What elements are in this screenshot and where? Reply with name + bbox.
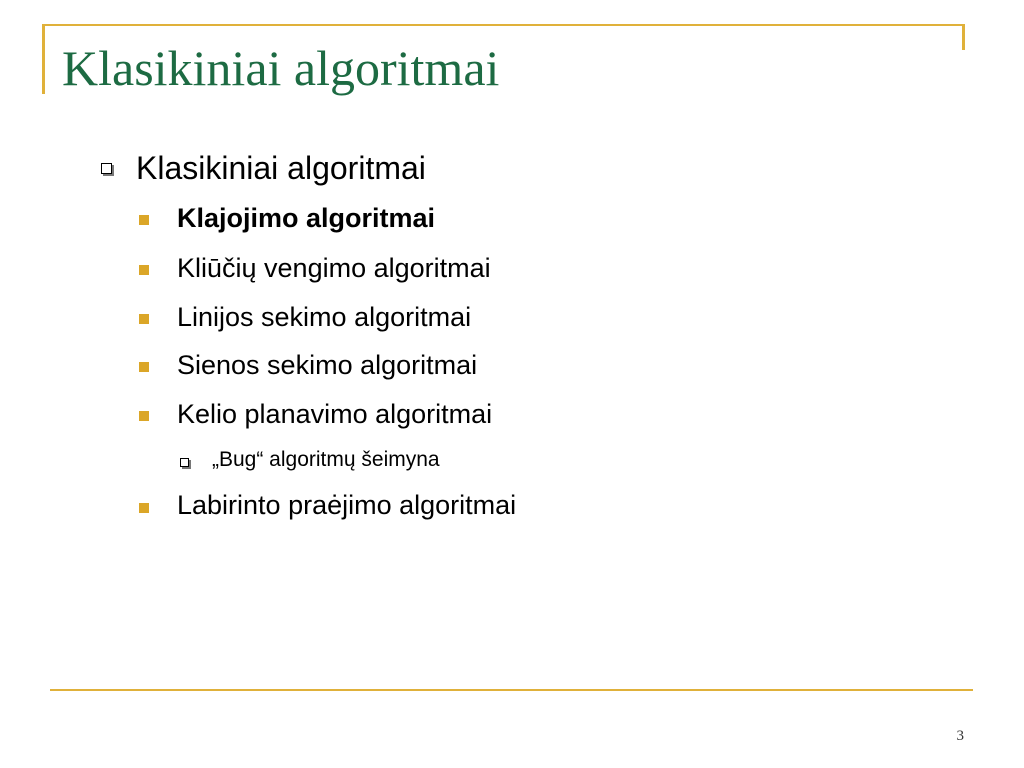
list-item: Sienos sekimo algoritmai [177,350,478,380]
filled-square-bullet-icon [139,265,149,275]
list-item: Klajojimo algoritmai [177,203,436,233]
list-subitem: „Bug“ algoritmų šeimyna [212,448,440,471]
page-number: 3 [956,728,964,744]
hollow-square-bullet-icon [180,458,189,467]
list-item: Labirinto praėjimo algoritmai [177,490,517,520]
list-item: Kelio planavimo algoritmai [177,399,493,429]
hollow-square-bullet-icon [101,163,112,174]
list-item: Kliūčių vengimo algoritmai [177,253,491,283]
filled-square-bullet-icon [139,314,149,324]
filled-square-bullet-icon [139,411,149,421]
slide-title: Klasikiniai algoritmai [62,40,500,96]
footer-rule [50,689,973,691]
list-item: Linijos sekimo algoritmai [177,302,472,332]
filled-square-bullet-icon [139,362,149,372]
filled-square-bullet-icon [139,215,149,225]
outline-heading: Klasikiniai algoritmai [136,150,426,186]
filled-square-bullet-icon [139,503,149,513]
